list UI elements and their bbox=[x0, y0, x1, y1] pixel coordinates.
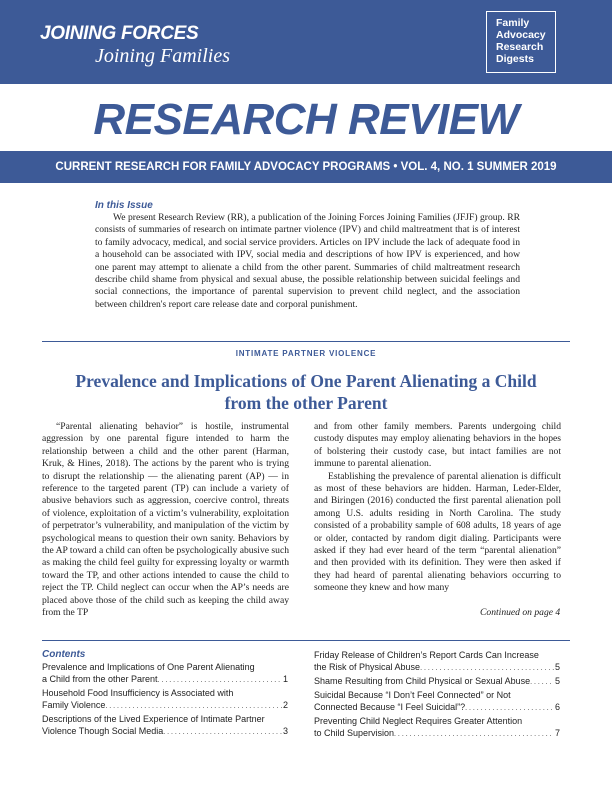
contents-right bbox=[314, 649, 560, 741]
article-column-right bbox=[314, 421, 561, 595]
contents-left bbox=[42, 648, 288, 739]
masthead bbox=[0, 0, 612, 84]
brand-line-2: Joining Families bbox=[95, 45, 230, 67]
toc-title-line: Descriptions of the Lived Experience of Intimate Partner bbox=[42, 714, 265, 724]
toc-title-line: Friday Release of Children’s Report Cards Can Increase bbox=[314, 650, 539, 660]
toc-page-number: 7 bbox=[554, 728, 560, 738]
toc-page-number: 1 bbox=[282, 674, 288, 684]
digest-line: Advocacy bbox=[496, 29, 546, 41]
toc-entry[interactable] bbox=[314, 689, 560, 715]
issue-band: CURRENT RESEARCH FOR FAMILY ADVOCACY PROGRAMS • VOL. 4, NO. 1 SUMMER 2019 bbox=[0, 151, 612, 183]
toc-title-line: Family Violence bbox=[42, 700, 106, 710]
continued-note: Continued on page 4 bbox=[480, 607, 561, 618]
toc-title-line: the Risk of Physical Abuse bbox=[314, 662, 421, 672]
toc-title-line: Preventing Child Neglect Requires Greater Attention bbox=[314, 716, 523, 726]
toc-page-number: 6 bbox=[554, 702, 560, 712]
article-paragraph: Establishing the prevalence of parental alienation is difficult as most of these behaviors are hidden. Harman, Leder-Elder, and Biringen (2016) conducted the first parental alienation poll among U.S. adults residing in North Carolina. The study consisted of a probability sample of 608 adults, 18 years of age or older, contacted by random digit dialing. Participants were asked if they had ever heard of the term “parental alienation” and then provided with its definition. They were then asked if they had heard of parental alienating behaviors occurring to someone they knew and how many bbox=[314, 470, 561, 594]
article-paragraph: and from other family members. Parents undergoing child custody disputes may employ alienating behaviors in the hopes of bolstering their custody case, but intact families are not immune to parental alienation. bbox=[314, 421, 561, 470]
top-divider bbox=[42, 341, 570, 342]
toc-page-number: 5 bbox=[554, 676, 560, 686]
contents-heading: Contents bbox=[42, 649, 86, 660]
toc-title-line: Household Food Insufficiency is Associated with bbox=[42, 688, 234, 698]
toc-title-line: a Child from the other Parent bbox=[42, 674, 158, 684]
toc-title-line: Violence Though Social Media bbox=[42, 726, 164, 736]
article-column-left bbox=[42, 421, 289, 620]
toc-entry[interactable] bbox=[42, 661, 288, 687]
contents-divider bbox=[42, 640, 570, 641]
section-label: INTIMATE PARTNER VIOLENCE bbox=[235, 349, 377, 358]
toc-page-number: 2 bbox=[282, 700, 288, 710]
toc-title-line: Connected Because “I Feel Suicidal”? bbox=[314, 702, 466, 712]
in-this-issue bbox=[95, 199, 520, 311]
in-this-issue-heading: In this Issue bbox=[95, 200, 153, 211]
digest-line: Family bbox=[496, 17, 530, 29]
toc-title-line: Shame Resulting from Child Physical or Sexual Abuse bbox=[314, 676, 531, 686]
digest-line: Research bbox=[496, 41, 544, 53]
digest-badge bbox=[486, 11, 556, 73]
toc-entry[interactable] bbox=[42, 713, 288, 739]
brand-line-1: JOINING FORCES bbox=[40, 23, 199, 44]
toc-title-line: to Child Supervision bbox=[314, 728, 395, 738]
toc-entry[interactable] bbox=[42, 687, 288, 713]
toc-entry[interactable] bbox=[314, 649, 560, 675]
toc-title-line: Prevalence and Implications of One Parent Alienating bbox=[42, 662, 255, 672]
toc-page-number: 5 bbox=[554, 662, 560, 672]
toc-entry[interactable] bbox=[314, 675, 560, 689]
digest-line: Digests bbox=[496, 53, 534, 65]
article-paragraph: “Parental alienating behavior” is hostile, instrumental aggression by one parental figure intended to harm the relationship between a child and the other parent (Harman, Kruk, & Hines, 2018). The actions by the parent who is trying to disrupt the relationship — the alienating parent (AP) — in reference to the targeted parent (TP) can include a variety of abusive behaviors such as aggression, coercive control, threats of violence, exploitation of a victim’s vulnerability, exploitation of perpetrator’s vulnerability, and manipulation of the victim by psychological means to question their own sanity. Behaviors by the AP toward a child can often be psychologically abusive such as making the child feel guilty for expressing loyalty or warmth toward the TP, and other actions intended to cause the child to reject the TP. Child neglect can occur when the AP’s needs are placed above those of the child such as keeping the child away from the TP bbox=[42, 421, 289, 619]
toc-title-line: Suicidal Because “I Don’t Feel Connected” or Not bbox=[314, 690, 511, 700]
toc-page-number: 3 bbox=[282, 726, 288, 736]
article-headline: Prevalence and Implications of One Parent Alienating a Child from the other Parent bbox=[75, 371, 537, 413]
toc-entry[interactable] bbox=[314, 715, 560, 741]
publication-title: RESEARCH REVIEW bbox=[93, 95, 519, 144]
in-this-issue-text: We present Research Review (RR), a publication of the Joining Forces Joining Families (JFJF) group. RR consists of summaries of research on intimate partner violence (IPV) and child maltreatment that is of interest to family advocacy, medical, and social service providers. Articles on IPV include the lack of adequate food in a household can be associated with IPV, social media and descriptions of how IPV is experienced, and how one parent may attempt to alienate a child from the other parent. Summaries of child maltreatment research describe child shame from physical and sexual abuse, the possible relationship between suicidal feelings and social connections, the importance of parental supervision to prevent child neglect, and the association between children's report care release date and corporal punishment. bbox=[95, 212, 520, 310]
